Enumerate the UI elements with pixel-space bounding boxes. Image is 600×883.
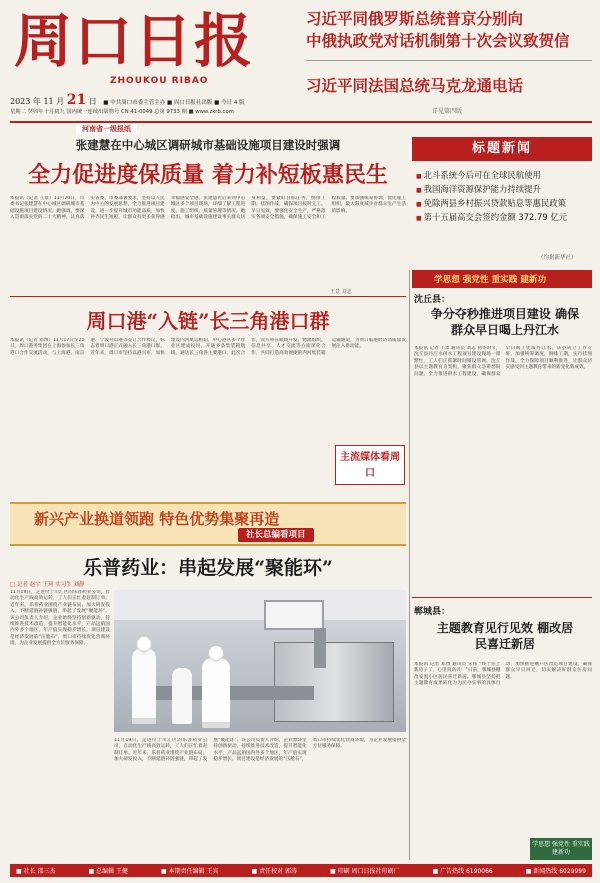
headline-xi-putin-1: 习近平同俄罗斯总统普京分别向	[306, 9, 524, 28]
index-list	[416, 169, 592, 225]
story3-body-bottom: 11月19日，走进位于川汇区的乐普药业公司，自动化生产线高效运转，工人们正忙着赶制订单。近年来，乐普药业围绕产业链布局，加大研发投入，不断延链补链强链，串起了发展“聚能环”。该公司负责人介绍，企业始终坚持创新驱动，持续推进技术改造，提升智能化水平，产品远销国内外多个地区，年产值实现稳步增长。项目建设是经济发展的“压舱石”，周口市持续优化营商环境，为企业发展提供全方位服务保障。	[114, 738, 406, 763]
factory-photo	[114, 590, 406, 732]
right-banner-text: 学思想 强党性 重实践 建新功	[434, 275, 547, 285]
section-rule-1	[10, 296, 406, 297]
story3-byline: □ 记者 赵宇 王珂 实习生 刘静	[10, 582, 85, 588]
story2-headline: 周口港“入链”长三角港口群	[86, 309, 330, 333]
banner-title: 新兴产业换道领跑 特色优势集聚再造	[34, 510, 280, 528]
index-credit: （均据新华社）	[538, 255, 577, 261]
county1-headline: 争分夺秒推进项目建设 确保群众早日喝上丹江水	[430, 307, 580, 337]
photo-worker-1-head	[136, 636, 152, 652]
lead-body: 本报讯（记者 王景）11月20日，市委书记张建慧在中心城区调研城市基础设施项目建设情况。她强调，要深入贯彻落实党的二十大精神，认真落实省委、市委部署要求，坚持以人民为中心的发展思想，全力推进项目建设，进一步提升城市功能品质，加快补齐民生短板，让群众有更多获得感幸福感安全感。张建慧先后来到中心城区多个项目现场，详细了解工程进度、施工组织、质量管理等情况。她指出，城市基础设施建设事关群众切身利益，要紧盯目标任务，倒排工期、挂图作战，确保项目按时完工、早日见效。要强化安全生产，严格落实各项安全措施，确保施工安全和工程质量。要加强统筹协调，优化施工组织，最大限度减少对群众生产生活的影响。	[10, 196, 406, 221]
headline-note: 详见第四版	[432, 108, 463, 115]
footer-printer: ■ 印刷 周口日报社印刷厂	[330, 868, 400, 875]
top-headlines	[306, 8, 592, 124]
photo-ceiling	[114, 590, 406, 620]
project-banner	[10, 502, 406, 546]
section-rule-right	[412, 597, 592, 598]
masthead-rule	[10, 121, 592, 123]
index-title: 标题新闻	[412, 137, 592, 161]
county1-label: 沈丘县：	[414, 295, 451, 305]
footer-news-hotline: ■ 新闻热线 6029999	[525, 868, 586, 875]
lead-kicker: 张建慧在中心城区调研城市基础设施项目建设时强调	[75, 138, 341, 152]
photo-worker-2-head	[208, 645, 224, 661]
index-item[interactable]: ■ 第十五届高交会签约金额 372.79 亿元	[416, 211, 592, 225]
index-item[interactable]: ■ 北斗系统今后可在全球民航使用	[416, 169, 592, 183]
masthead-title: 周口日报	[14, 7, 255, 75]
footer-editor-in-chief: ■ 总编辑 王健	[88, 868, 128, 875]
headline-xi-putin-2: 中俄执政党对话机制第十次会议致贺信	[306, 31, 570, 50]
index-item[interactable]: ■ 我国海洋资源保护能力持续提升	[416, 183, 592, 197]
lead-story	[10, 137, 406, 189]
issue-line: 星期二 癸卯年十月初九 国内统一连续出版物号 CN 41-0049 总第 9733 期 ■ www.zkrb.com	[10, 109, 234, 115]
county2-body: 本报讯 记者 邓博 通讯员 宋伟 “终于住上新房子了，心里真高兴！”日前，郸城县棚改安置小区居民喜迁新居。郸城县坚持把主题教育成果转化为为民办实事的具体行动，加快推进棚户区改造项目建设，确保群众早日回迁，切实解决好群众住房问题。	[414, 662, 592, 687]
headline-divider	[306, 60, 592, 61]
county2-headline: 主题教育见行见效 棚改居民喜迁新居	[436, 621, 574, 651]
lead-credit: 王景 刘志	[330, 289, 352, 295]
footer-bar	[10, 864, 592, 877]
photo-worker-1	[132, 648, 156, 724]
footer-duty-editor: ■ 本期责任编辑 王宾	[161, 868, 219, 875]
photo-machine	[274, 642, 394, 722]
masthead	[10, 8, 300, 124]
story2-body: 本报讯（记者 邓博）11月17日至20日，周口港务集团在上海参加长三角港口合作交流活动，与上海港、南京港、宁波舟山港等签订合作协议，标志着周口港正式融入长三角港口群。近年来，周口市坚持以港兴市，加快建设内河航运枢纽，中心港区多个作业区建成投用，开通多条集装箱航线，通达长三角各主要港口。此次合作，双方将在航线开发、物流组织、信息共享、人才交流等方面深化合作，共同打造高效便捷的内河集装箱运输通道，为周口临港经济高质量发展注入新动能。	[10, 338, 406, 356]
headline-xi-macron: 习近平同法国总统马克龙通电话	[306, 76, 524, 95]
photo-machine-arm	[314, 628, 326, 668]
banner-subtitle: 社长总编看项目	[238, 528, 314, 542]
masthead-pinyin: ZHOUKOU RIBAO	[110, 76, 209, 86]
footer-proofreader: ■ 责任校对 郭涛	[251, 868, 297, 875]
slogan-badge: 河南省一级报纸	[76, 124, 137, 134]
right-banner	[412, 270, 592, 288]
promo-box	[530, 838, 592, 860]
index-box	[412, 137, 592, 265]
story3-headline: 乐普药业：串起发展“聚能环”	[83, 557, 333, 579]
photo-worker-3	[172, 668, 192, 724]
index-item[interactable]: ■ 免除两县乡村振兴贷款贴息等惠民政策	[416, 197, 592, 211]
lead-headline: 全力促进度保质量 着力补短板惠民生	[28, 162, 388, 188]
photo-worker-2	[202, 658, 230, 728]
story2-tag: 主流媒体看周口	[335, 445, 405, 485]
column-divider	[409, 270, 410, 860]
footer-president: ■ 社长 邵三杰	[16, 868, 56, 875]
county2-label: 郸城县：	[414, 607, 451, 617]
story3-body-left: 11月19日，走进位于川汇区的乐普药业公司，自动化生产线高效运转，工人们正忙着赶制订单。近年来，乐普药业围绕产业链布局，加大研发投入，不断延链补链强链，串起了发展“聚能环”。该公司负责人介绍，企业始终坚持创新驱动，持续推进技术改造，提升智能化水平，产品远销国内外多个地区，年产值实现稳步增长。项目建设是经济发展的“压舱石”，周口市持续优化营商环境，为企业发展提供全方位服务保障。	[10, 590, 110, 647]
footer-ad-hotline: ■ 广告热线 6190066	[432, 868, 493, 875]
photo-window	[264, 600, 324, 630]
issue-date: 2023 年 11 月 21 日 ■ 中共周口市委主管主办 ■ 周口日报社出版 ■ 今日 4 版	[10, 92, 245, 108]
promo-text: 学思想 强党性 重实践 建新功	[532, 841, 590, 856]
county1-body: 本报讯 记者 王景 通讯员 刘志 初冬时节，沈丘县丹江水供水工程项目建设现场一派繁忙，工人们正抓紧时间铺设管网。沈丘县以主题教育为契机，聚焦群众急难愁盼问题，全力推进供水工程建设，确保群众早日喝上优质丹江水。该县成立工作专班，加强统筹调度，倒排工期，实行挂图作战，全力保障项目顺利推进，让群众切实感受到主题教育带来的新变化新成效。	[414, 346, 592, 377]
